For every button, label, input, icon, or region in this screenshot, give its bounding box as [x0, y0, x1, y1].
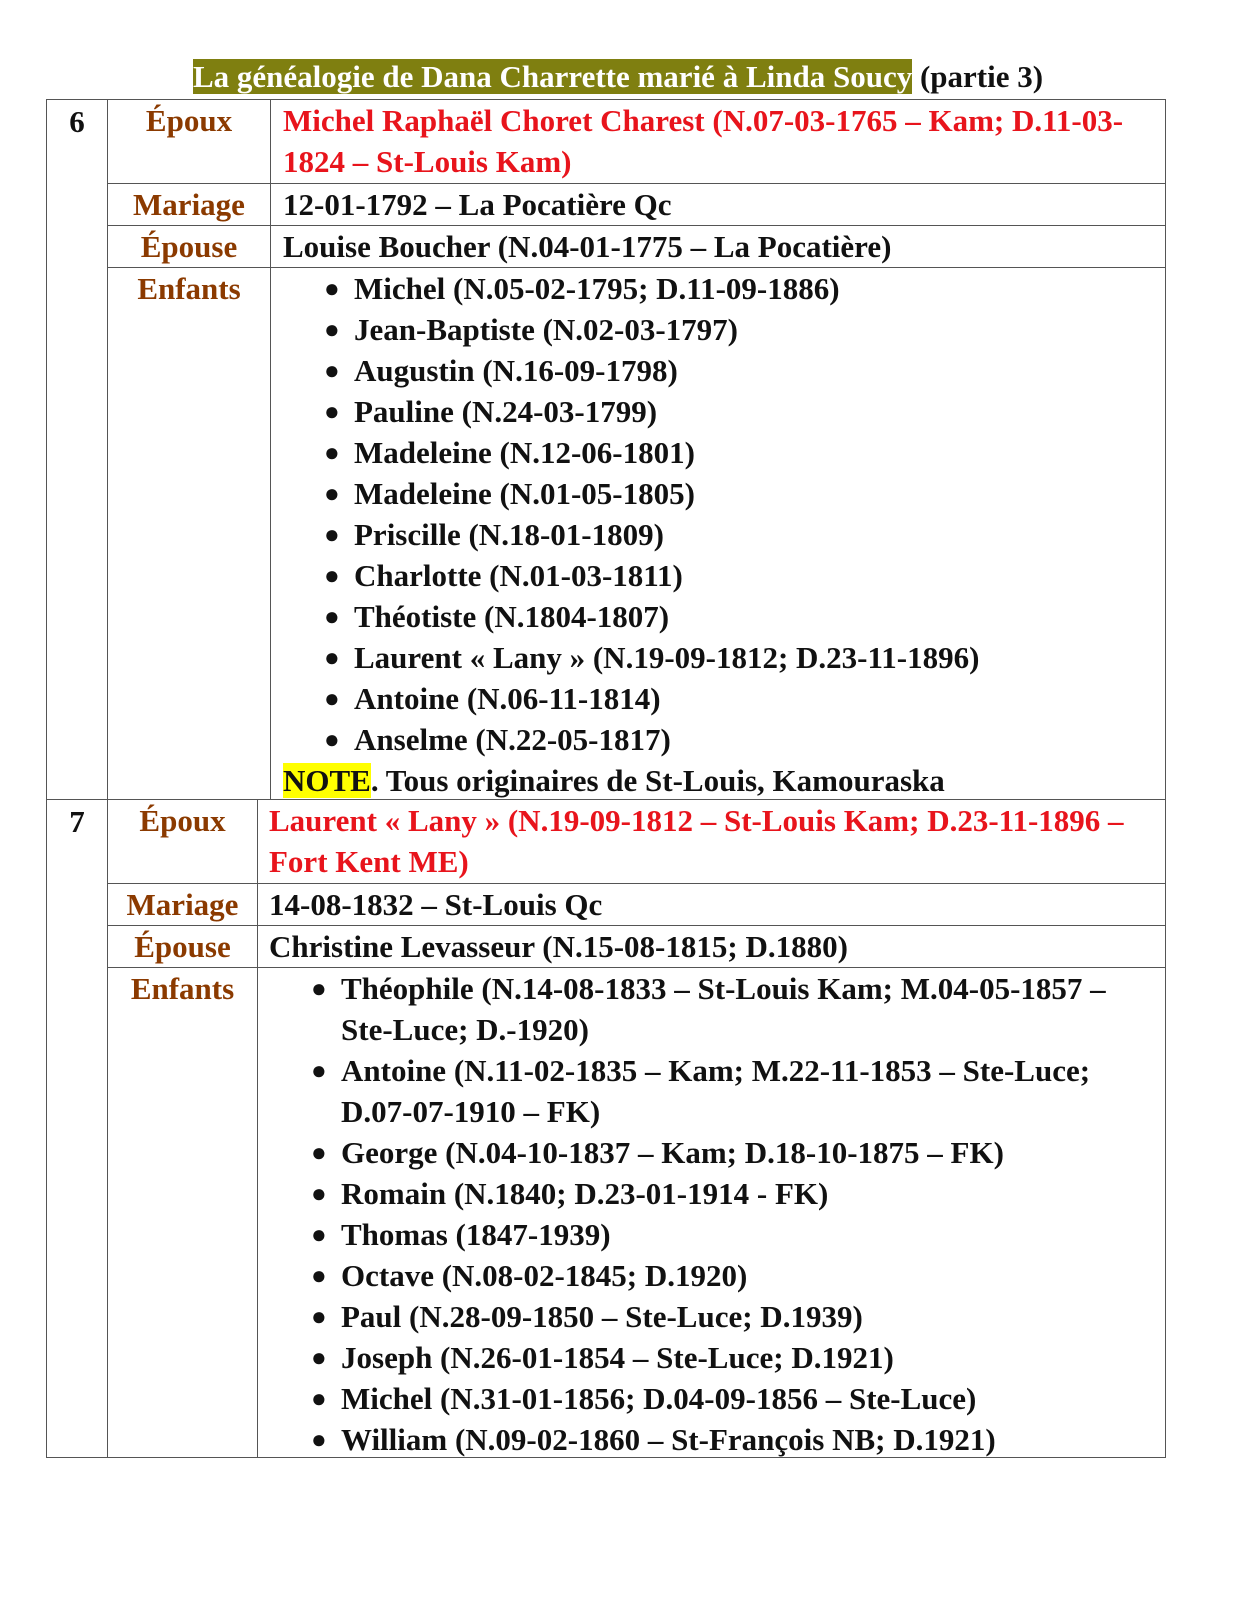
list-item: ● Michel (N.05-02-1795; D.11-09-1886) — [354, 268, 1157, 309]
spouse-row — [108, 100, 1165, 183]
children-row — [108, 267, 1165, 799]
bullet-icon: ● — [311, 1384, 327, 1413]
spouse-label: Époux — [108, 100, 271, 183]
marriage-label: Mariage — [108, 884, 258, 925]
bullet-icon: ● — [324, 479, 340, 508]
bullet-icon: ● — [324, 438, 340, 467]
list-item: ● Théotiste (N.1804-1807) — [354, 596, 1157, 637]
list-item: ● Madeleine (N.12-06-1801) — [354, 432, 1157, 473]
note-label: NOTE — [283, 763, 371, 798]
list-item: ● Anselme (N.22-05-1817) — [354, 719, 1157, 760]
list-item: ● Laurent « Lany » (N.19-09-1812; D.23-11-1896) — [354, 637, 1157, 678]
bullet-icon: ● — [311, 1056, 327, 1085]
bullet-icon: ● — [311, 1425, 327, 1454]
children-list — [324, 268, 1157, 760]
generation-6-block — [46, 99, 1166, 800]
list-item: ● Augustin (N.16-09-1798) — [354, 350, 1157, 391]
bullet-icon: ● — [311, 1138, 327, 1167]
list-item: ● Octave (N.08-02-1845; D.1920) — [341, 1255, 1157, 1296]
list-item: ● Madeleine (N.01-05-1805) — [354, 473, 1157, 514]
bullet-icon: ● — [324, 274, 340, 303]
bullet-icon: ● — [324, 356, 340, 385]
children-label: Enfants — [108, 268, 271, 799]
list-item: ● Antoine (N.06-11-1814) — [354, 678, 1157, 719]
bullet-icon: ● — [311, 1343, 327, 1372]
bullet-icon: ● — [311, 1261, 327, 1290]
bullet-icon: ● — [324, 684, 340, 713]
bullet-icon: ● — [324, 397, 340, 426]
spouse-value: Michel Raphaël Choret Charest (N.07-03-1765 – Kam; D.11-03-1824 – St-Louis Kam) — [283, 103, 1124, 179]
spouse-row — [108, 800, 1165, 883]
list-item: ● Priscille (N.18-01-1809) — [354, 514, 1157, 555]
list-item: ● William (N.09-02-1860 – St-François NB; D.1921) — [341, 1419, 1157, 1460]
note-text: . Tous originaires de St-Louis, Kamouraska — [370, 763, 945, 798]
wife-label: Épouse — [108, 926, 258, 967]
marriage-row — [108, 883, 1165, 925]
bullet-icon: ● — [311, 974, 327, 1003]
list-item: ● Charlotte (N.01-03-1811) — [354, 555, 1157, 596]
list-item: ● Joseph (N.26-01-1854 – Ste-Luce; D.1921) — [341, 1337, 1157, 1378]
list-item: ● George (N.04-10-1837 – Kam; D.18-10-1875 – FK) — [341, 1132, 1157, 1173]
marriage-row — [108, 183, 1165, 225]
list-item: ● Michel (N.31-01-1856; D.04-09-1856 – Ste-Luce) — [341, 1378, 1157, 1419]
list-item: ● Jean-Baptiste (N.02-03-1797) — [354, 309, 1157, 350]
children-row — [108, 967, 1165, 1457]
list-item: ● Théophile (N.14-08-1833 – St-Louis Kam; M.04-05-1857 – Ste-Luce; D.-1920) — [341, 968, 1157, 1050]
bullet-icon: ● — [324, 315, 340, 344]
marriage-value: 14-08-1832 – St-Louis Qc — [269, 887, 603, 922]
note-line — [283, 760, 1157, 801]
spouse-value: Laurent « Lany » (N.19-09-1812 – St-Louis Kam; D.23-11-1896 – Fort Kent ME) — [269, 803, 1124, 879]
wife-row — [108, 225, 1165, 267]
title-suffix: (partie 3) — [912, 59, 1044, 94]
marriage-value: 12-01-1792 – La Pocatière Qc — [283, 187, 672, 222]
bullet-icon: ● — [324, 725, 340, 754]
children-content — [283, 268, 1157, 801]
list-item: ● Antoine (N.11-02-1835 – Kam; M.22-11-1853 – Ste-Luce; D.07-07-1910 – FK) — [341, 1050, 1157, 1132]
bullet-icon: ● — [324, 643, 340, 672]
wife-value: Christine Levasseur (N.15-08-1815; D.1880) — [269, 929, 848, 964]
list-item: ● Thomas (1847-1939) — [341, 1214, 1157, 1255]
title-highlight: La généalogie de Dana Charrette marié à Linda Soucy — [192, 59, 913, 94]
marriage-label: Mariage — [108, 184, 271, 225]
wife-value: Louise Boucher (N.04-01-1775 – La Pocatière) — [283, 229, 892, 264]
list-item: ● Romain (N.1840; D.23-01-1914 - FK) — [341, 1173, 1157, 1214]
page-title — [0, 58, 1236, 96]
list-item: ● Pauline (N.24-03-1799) — [354, 391, 1157, 432]
bullet-icon: ● — [324, 561, 340, 590]
spouse-label: Époux — [108, 800, 258, 883]
bullet-icon: ● — [324, 602, 340, 631]
children-label: Enfants — [108, 968, 258, 1457]
generation-number: 6 — [47, 100, 108, 799]
bullet-icon: ● — [311, 1302, 327, 1331]
generation-7-block — [46, 799, 1166, 1458]
bullet-icon: ● — [324, 520, 340, 549]
bullet-icon: ● — [311, 1220, 327, 1249]
bullet-icon: ● — [311, 1179, 327, 1208]
children-list — [311, 968, 1157, 1460]
wife-row — [108, 925, 1165, 967]
children-content — [269, 968, 1157, 1460]
wife-label: Épouse — [108, 226, 271, 267]
generation-number: 7 — [47, 800, 108, 1457]
list-item: ● Paul (N.28-09-1850 – Ste-Luce; D.1939) — [341, 1296, 1157, 1337]
